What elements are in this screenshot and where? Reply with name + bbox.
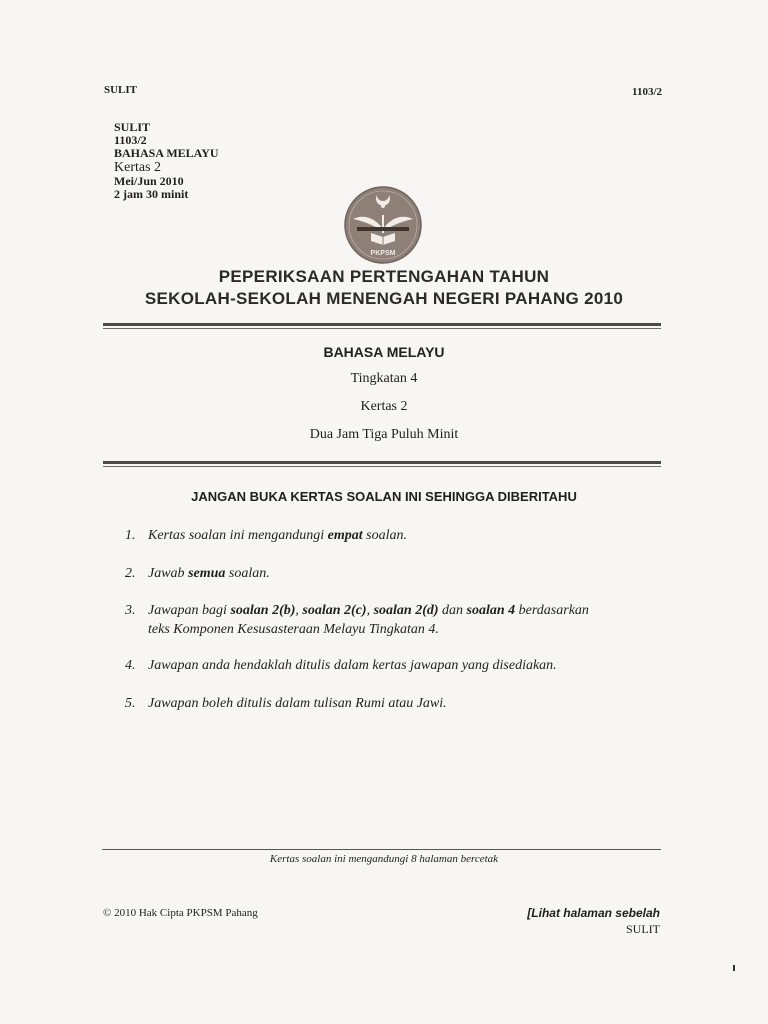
instruction-item: 1. Kertas soalan ini mengandungi empat soalan. (125, 528, 408, 543)
exam-title-line1: PEPERIKSAAN PERTENGAHAN TAHUN (218, 267, 550, 286)
meta-subject: BAHASA MELAYU (114, 146, 219, 160)
exam-subject: BAHASA MELAYU (323, 344, 445, 360)
exam-title-line2: SEKOLAH-SEKOLAH MENENGAH NEGERI PAHANG 2010 (144, 289, 624, 308)
instruction-item: 3. Jawapan bagi soalan 2(b), soalan 2(c), soalan 2(d) dan soalan 4 berdasarkan teks Komponen Kesusasteraan Melayu Tingkatan 4. (125, 603, 589, 637)
meta-code: 1103/2 (114, 133, 147, 147)
page-count-note: Kertas soalan ini mengandungi 8 halaman bercetak (269, 853, 499, 865)
instruction-item: 5. Jawapan boleh ditulis dalam tulisan Rumi atau Jawi. (125, 696, 447, 711)
paper-meta-block (114, 121, 219, 201)
instruction-item: 4. Jawapan anda hendaklah ditulis dalam kertas jawapan yang disediakan. (125, 658, 557, 673)
exam-duration: Dua Jam Tiga Puluh Minit (309, 427, 459, 442)
do-not-open-warning: JANGAN BUKA KERTAS SOALAN INI SEHINGGA DIBERITAHU (191, 489, 577, 504)
subject-divider-rule (103, 461, 661, 467)
copyright-notice: © 2010 Hak Cipta PKPSM Pahang (103, 907, 258, 919)
exam-paper: Kertas 2 (360, 399, 408, 414)
instruction-item: 2. Jawab semua soalan. (125, 566, 270, 581)
footer-sulit: SULIT (626, 922, 660, 936)
footer-divider-rule (102, 849, 661, 850)
meta-month: Mei/Jun 2010 (114, 174, 184, 188)
logo-caption: PKPSM (370, 250, 396, 257)
meta-paper: Kertas 2 (114, 160, 162, 175)
see-next-page-note: [Lihat halaman sebelah (527, 906, 660, 920)
pkpsm-crest-icon (343, 185, 423, 265)
title-divider-rule (103, 323, 661, 329)
header-code-right: 1103/2 (632, 86, 662, 98)
meta-duration: 2 jam 30 minit (114, 187, 189, 201)
exam-form: Tingkatan 4 (350, 371, 418, 386)
scan-speck (733, 965, 735, 971)
meta-sulit: SULIT (114, 120, 151, 134)
header-sulit-left: SULIT (104, 84, 138, 96)
